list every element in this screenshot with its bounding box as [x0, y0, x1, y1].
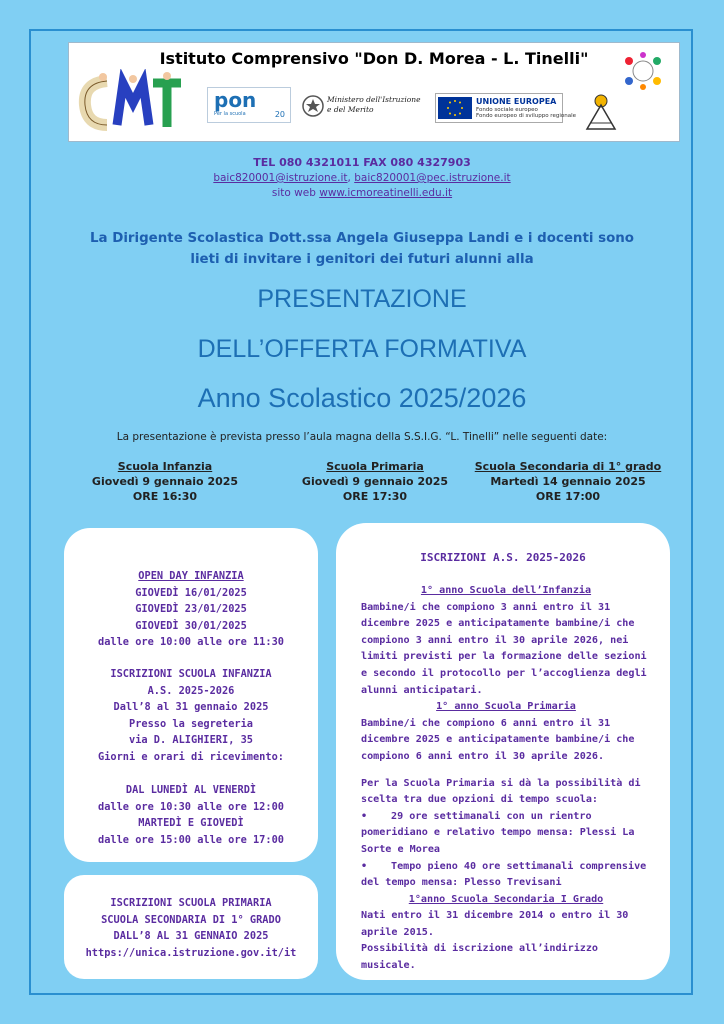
- scelta-text: Per la Scuola Primaria si dà la possibilità di scelta tra due opzioni di tempo scuola:: [361, 777, 641, 806]
- triangle-logo-icon: [583, 93, 619, 133]
- italian-emblem-icon: [301, 93, 325, 119]
- website-link[interactable]: www.icmoreatinelli.edu.it: [319, 187, 453, 199]
- primaria-text: Bambine/i che compiono 6 anni entro il 31 dicembre 2025 e anticipatamente bambine/i che compiono 6 anni entro il 30 aprile 2026.: [361, 717, 635, 762]
- contact-website: [0, 187, 724, 199]
- musicale-text: Possibilità di iscrizione all’indirizzo musicale.: [361, 943, 599, 972]
- invitation-text: La Dirigente Scolastica Dott.ssa Angela Giuseppa Landi e i docenti sono lieti di invitare i genitori dei futuri alunni alla: [89, 231, 635, 267]
- iscrizioni-details-box: [336, 523, 670, 980]
- headline-line-1: PRESENTAZIONE: [257, 285, 467, 313]
- iscrizioni-title: ISCRIZIONI A.S. 2025-2026: [420, 551, 586, 564]
- pon-subtitle: Per la scuola: [214, 111, 246, 117]
- secondaria-text: Nati entro il 31 dicembre 2014 o entro il 30 aprile 2015.: [361, 910, 629, 938]
- bullet-item-1: • 29 ore settimanali con un rientro pomeridiano e relativo tempo mensa: Plessi La Sorte e Morea: [361, 810, 635, 855]
- email-link-1[interactable]: baic820001@istruzione.it: [213, 172, 348, 184]
- primaria-heading: 1° anno Scuola Primaria: [436, 701, 576, 713]
- reception-hours-section: DAL LUNEDÌ AL VENERDÌ dalle ore 10:30 alle ore 12:00 MARTEDÌ E GIOVEDÌ dalle ore 15:00 alle ore 17:00: [98, 784, 284, 846]
- contact-emails: [0, 172, 724, 184]
- date-secondaria: Scuola Secondaria di 1° grado Martedì 14 gennaio 2025 ORE 17:00: [474, 460, 662, 503]
- ministry-label: Ministero dell'Istruzione e del Merito: [327, 95, 421, 114]
- presentation-intro: La presentazione è prevista presso l’aula magna della S.S.I.G. “L. Tinelli” nelle seguenti date:: [116, 431, 608, 443]
- cmt-logo-icon: [77, 69, 187, 139]
- eu-flag-icon: [438, 97, 472, 119]
- secondaria-heading: 1°anno Scuola Secondaria I Grado: [408, 893, 604, 905]
- headline-line-2: DELL’OFFERTA FORMATIVA: [197, 335, 527, 363]
- children-logo-icon: [621, 51, 665, 91]
- eu-logo: [435, 93, 576, 123]
- open-day-box: [64, 528, 318, 862]
- date-infanzia: Scuola Infanzia Giovedì 9 gennaio 2025 ORE 16:30: [91, 460, 239, 503]
- bullet-item-2: • Tempo pieno 40 ore settimanali comprensive del tempo mensa: Plesso Trevisani: [361, 860, 647, 889]
- website-prefix: sito web: [271, 187, 316, 199]
- open-day-section: OPEN DAY INFANZIA GIOVEDÌ 16/01/2025 GIOVEDÌ 23/01/2025 GIOVEDÌ 30/01/2025 dalle ore 10:00 alle ore 11:30: [98, 570, 284, 648]
- eu-title: UNIONE EUROPEA: [476, 97, 557, 106]
- headline-school-year: Anno Scolastico 2025/2026: [197, 383, 527, 413]
- contact-phone: TEL 080 4321011 FAX 080 4327903: [253, 156, 471, 169]
- pon-logo: [207, 87, 291, 123]
- iscrizioni-primaria-box: ISCRIZIONI SCUOLA PRIMARIA SCUOLA SECONDARIA DI 1° GRADO DALL’8 AL 31 GENNAIO 2025 https://unica.istruzione.gov.it/it: [64, 875, 318, 979]
- pon-label: pon: [214, 88, 257, 112]
- pon-years: 20: [274, 110, 285, 119]
- email-separator: ,: [347, 172, 351, 184]
- school-title: Istituto Comprensivo "Don D. Morea - L. Tinelli": [159, 49, 589, 68]
- unica-link[interactable]: https://unica.istruzione.gov.it/it: [85, 946, 297, 959]
- email-link-2[interactable]: baic820001@pec.istruzione.it: [354, 172, 511, 184]
- iscrizioni-infanzia-section: ISCRIZIONI SCUOLA INFANZIA A.S. 2025-2026 Dall’8 al 31 gennaio 2025 Presso la segreteria via D. ALIGHIERI, 35 Giorni e orari di ricevimento:: [98, 668, 284, 763]
- eu-subtitle: Fondo sociale europeo Fondo europeo di sviluppo regionale: [476, 107, 576, 119]
- date-primaria: Scuola Primaria Giovedì 9 gennaio 2025 ORE 17:30: [301, 460, 449, 503]
- infanzia-text: Bambine/i che compiono 3 anni entro il 31 dicembre 2025 e anticipatamente bambine/i che compiono 3 anni entro il 30 aprile 2026, nei limiti previsti per la formazione delle sezioni e secondo il protocollo per l’accoglienza degli alunni anticipatari.: [361, 601, 647, 696]
- infanzia-heading: 1° anno Scuola dell’Infanzia: [420, 585, 592, 596]
- header-banner: [68, 42, 680, 142]
